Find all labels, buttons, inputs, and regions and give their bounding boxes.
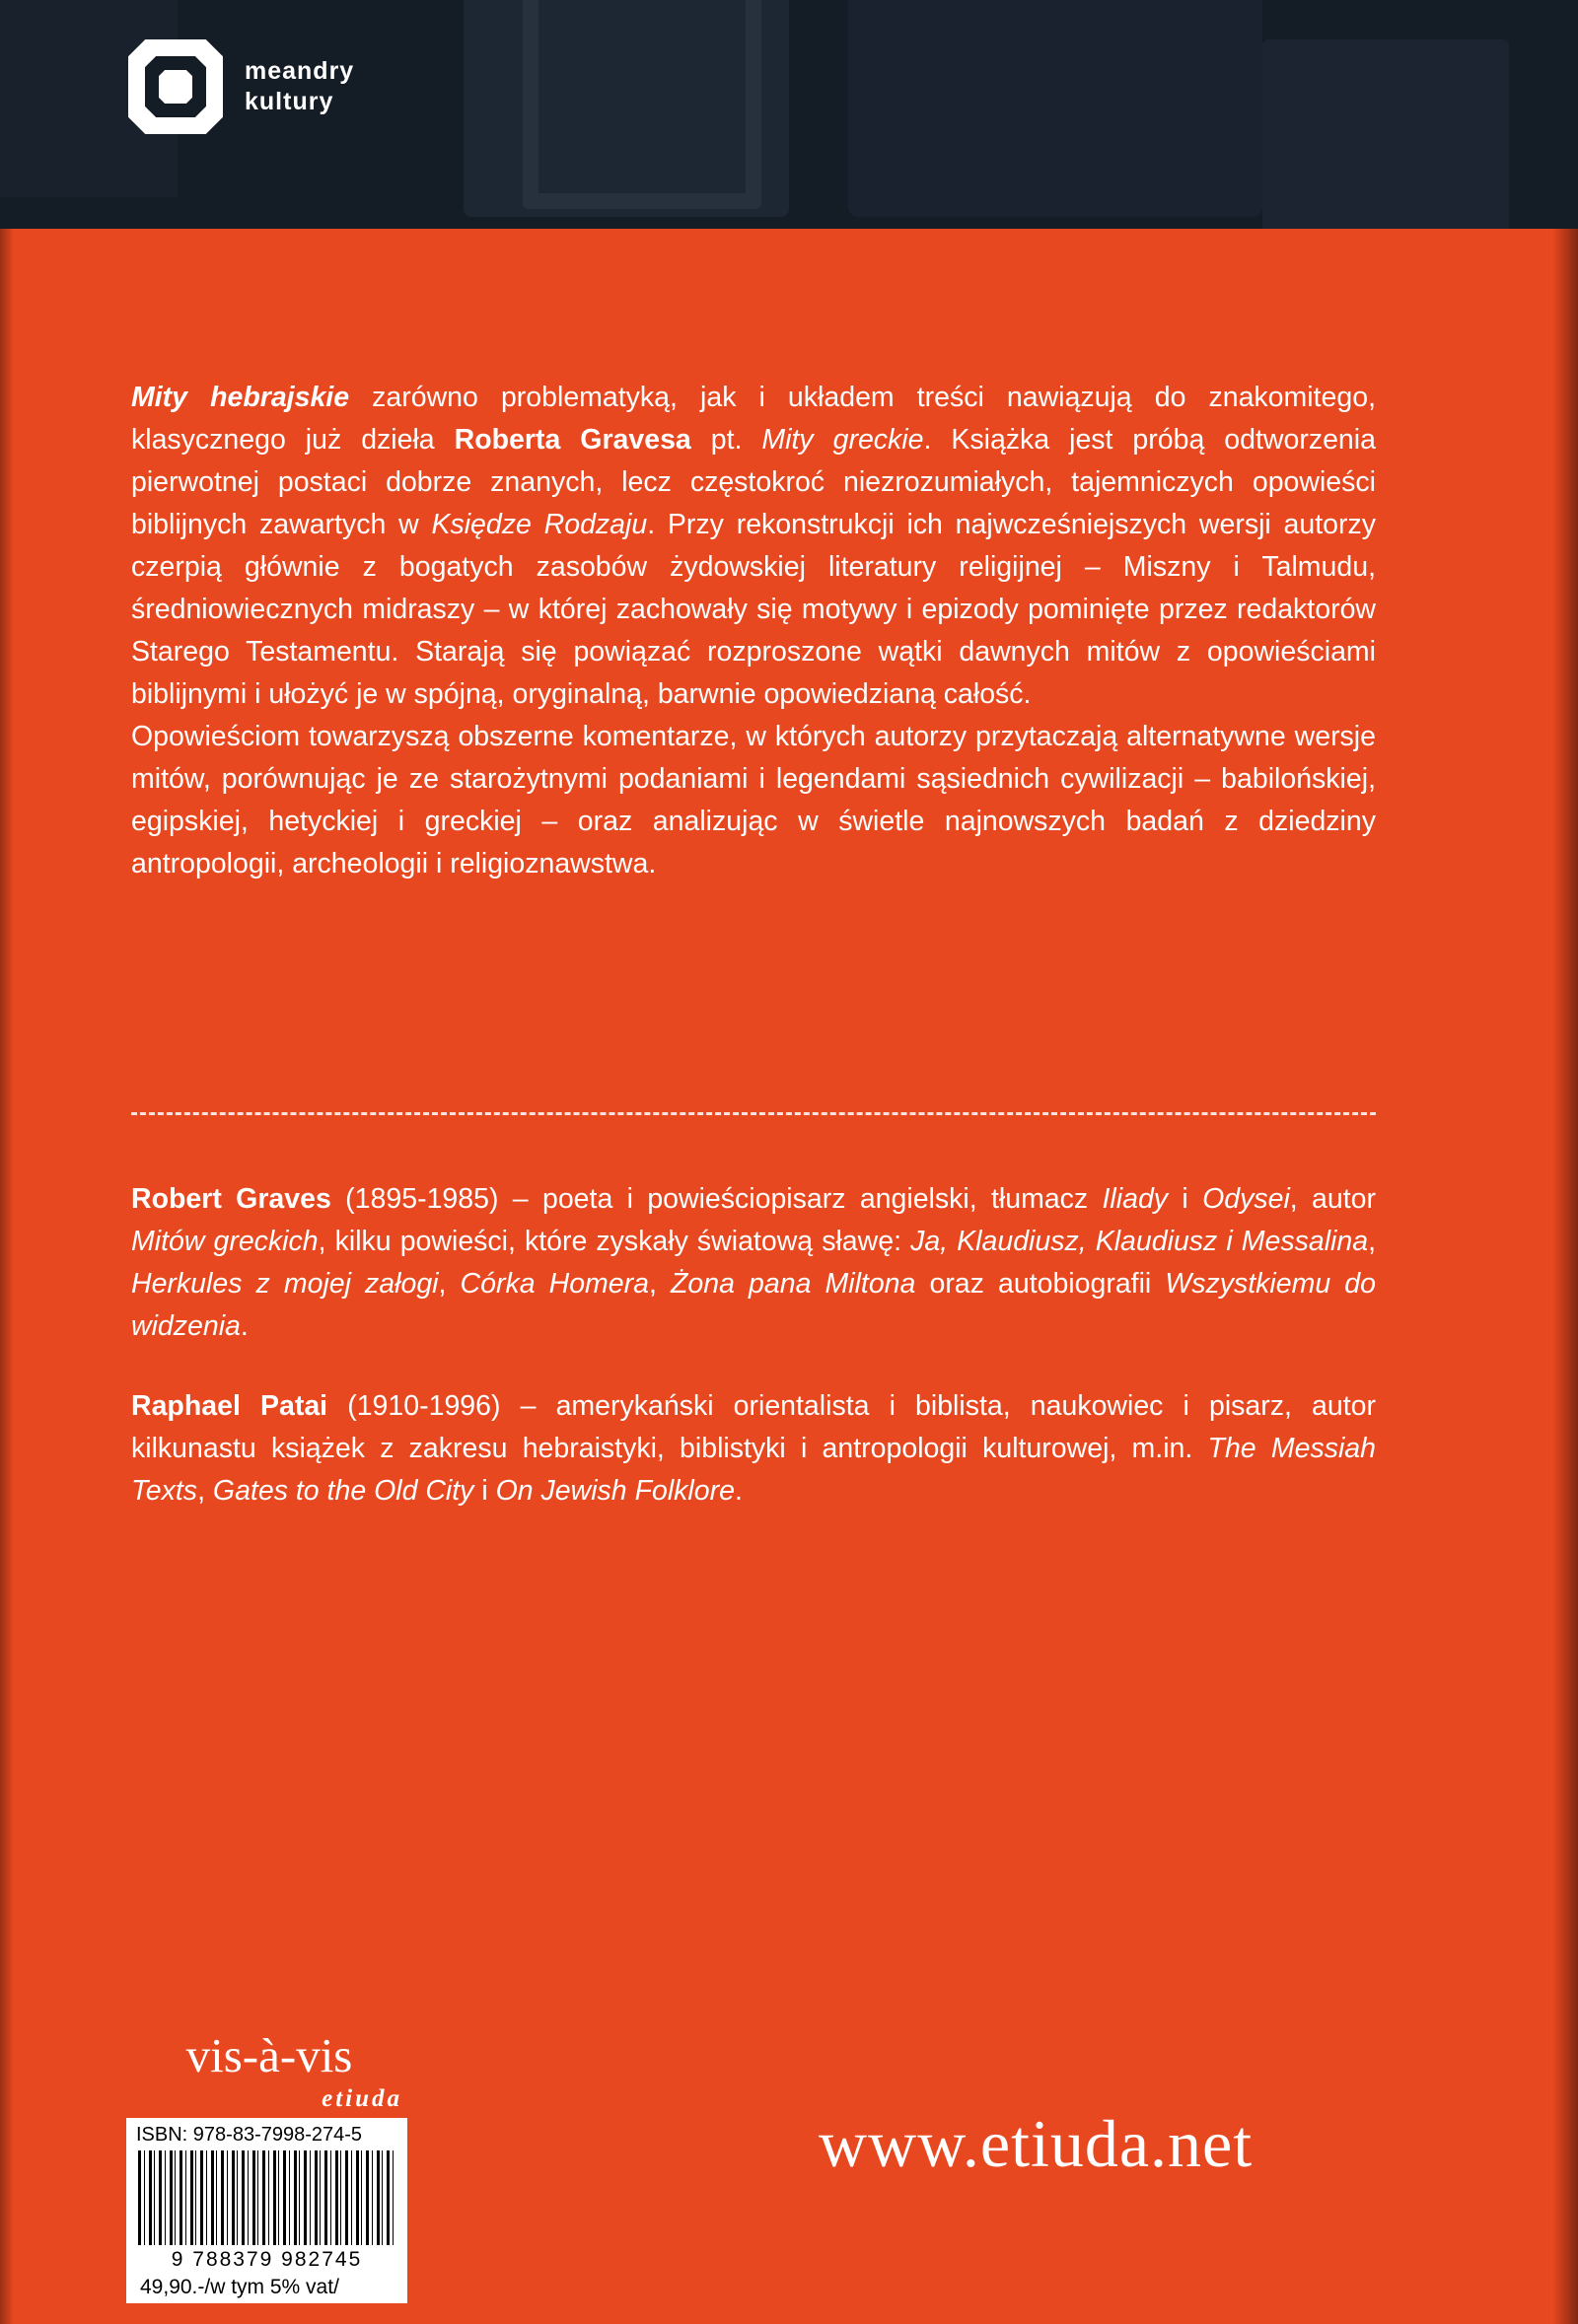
imprint-block xyxy=(126,2028,412,2113)
author-bio-graves xyxy=(131,1178,1376,1348)
website-url[interactable]: www.etiuda.net xyxy=(819,2106,1254,2181)
barcode-bars-icon xyxy=(138,2150,395,2245)
publisher-name-line1: meandry xyxy=(245,56,355,85)
header-band xyxy=(0,0,1578,229)
author-bio-text: Robert Graves (1895-1985) – poeta i powieściopisarz angielski, tłumacz Iliady i Odysei, autor Mitów greckich, kilku powieści, które zyskały światową sławę: Ja, Klaudiusz, Klaudiusz i Messalina, Herkules z mojej załogi, Córka Homera, Żona pana Miltona oraz autobiografii Wszystkiemu do widzenia. xyxy=(131,1183,1376,1342)
publisher-name-line2: kultury xyxy=(245,88,334,115)
price-label: 49,90.-/w tym 5% vat/ xyxy=(140,2276,339,2298)
publisher-name xyxy=(245,56,354,118)
isbn-label: ISBN: 978-83-7998-274-5 xyxy=(136,2124,363,2146)
section-divider xyxy=(131,1112,1376,1115)
right-edge-shadow xyxy=(1552,229,1578,2324)
band-decoration-e xyxy=(1262,39,1509,229)
band-decoration-c xyxy=(848,0,1262,217)
blurb-paragraph-2: Opowieściom towarzyszą obszerne komentarze, w których autorzy przytaczają alternatywne wersje mitów, porównując je ze starożytnymi podaniami i legendami sąsiednich cywilizacji – babilońskiej, egipskiej, hetyckiej i greckiej – oraz analizując w świetle najnowszych badań z dziedziny antropologii, archeologii i religioznawstwa. xyxy=(131,721,1376,880)
author-bio-text: Raphael Patai (1910-1996) – amerykański orientalista i biblista, naukowiec i pisarz, autor kilkunastu książek z zakresu hebraistyki, biblistyki i antropologii kulturowej, m.in. The Messiah Texts, Gates to the Old City i On Jewish Folklore. xyxy=(131,1390,1377,1507)
band-decoration-b xyxy=(523,0,761,209)
publisher-logo xyxy=(128,39,354,134)
barcode-block xyxy=(126,2118,407,2303)
barcode-digits: 9 788379 982745 xyxy=(171,2248,363,2271)
blurb-paragraph-1: Mity hebrajskie zarówno problematyką, jak i układem treści nawiązują do znakomitego, klasycznego już dzieła Roberta Gravesa pt. Mity greckie. Książka jest próbą odtworzenia pierwotnej postaci dobrze znanych, lecz częstokroć niezrozumiałych, tajemniczych opowieści biblijnych zawartych w Księdze Rodzaju. Przy rekonstrukcji ich najwcześniejszych wersji autorzy czerpią głównie z bogatych zasobów żydowskiej literatury religijnej – Miszny i Talmudu, średniowiecznych midraszy – w której zachowały się motywy i epizody pominięte przez redaktorów Starego Testamentu. Starają się powiązać rozproszone wątki dawnych mitów z opowieściami biblijnymi i ułożyć je w spójną, oryginalną, barwnie opowiedzianą całość. xyxy=(131,382,1376,710)
blurb-text xyxy=(131,377,1376,885)
author-bio-patai xyxy=(131,1385,1376,1513)
left-edge-shadow xyxy=(0,229,14,2324)
series-name: vis-à-vis xyxy=(185,2028,353,2082)
meandry-kultury-mark-icon xyxy=(128,39,223,134)
imprint-publisher-name: etiuda xyxy=(322,2085,402,2112)
